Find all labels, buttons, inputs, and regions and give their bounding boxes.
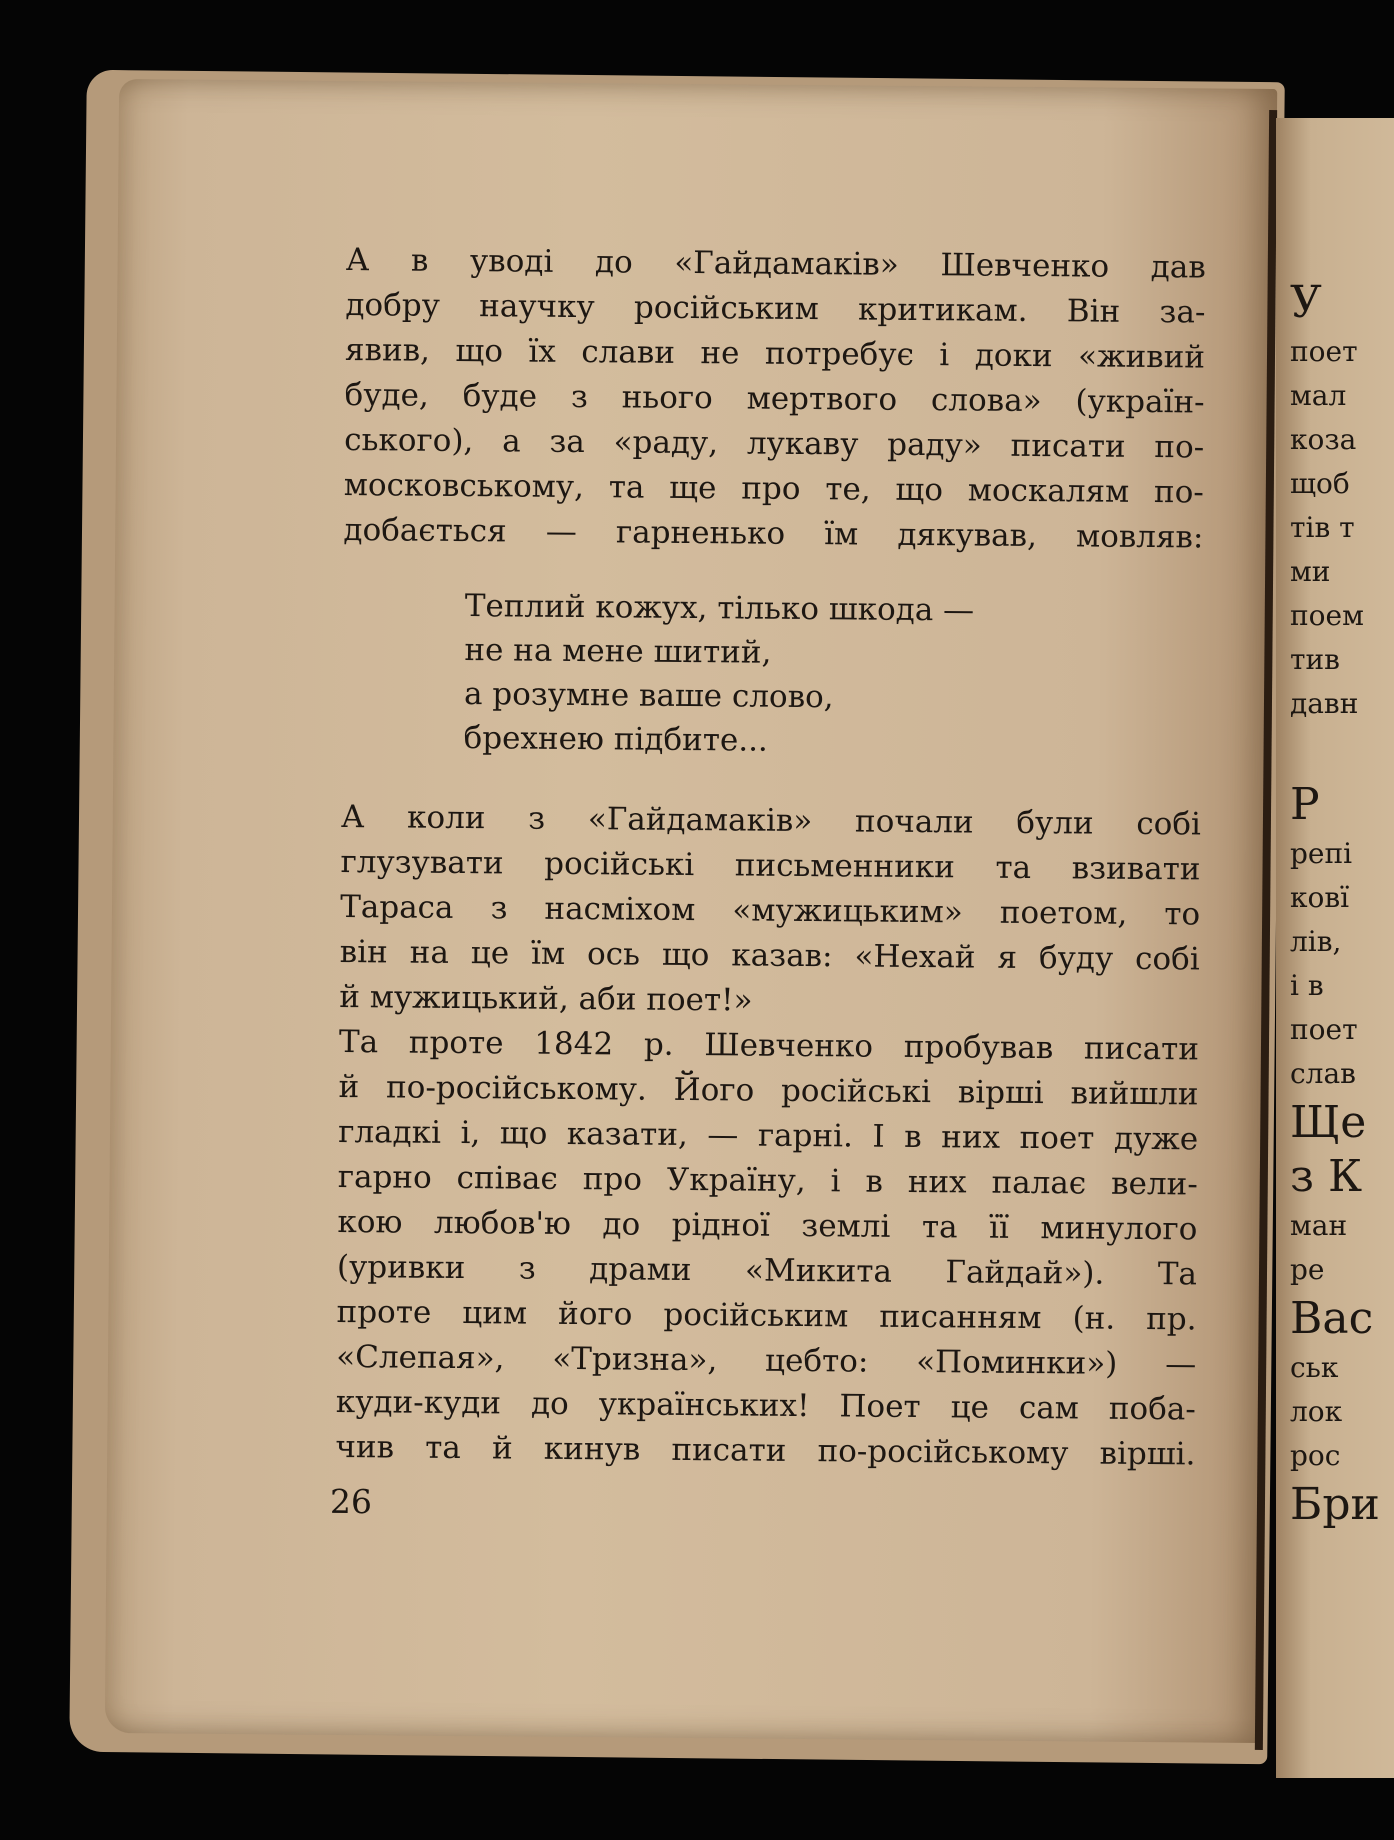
right-text-line: ськ (1290, 1351, 1339, 1384)
text-line: Та проте 1842 р. Шевченко пробував писати (338, 1023, 1200, 1068)
right-text-line: поет (1290, 1013, 1358, 1046)
right-text-line: слав (1290, 1057, 1356, 1090)
right-text-line: ковї (1290, 881, 1350, 914)
right-text-line: і в (1290, 969, 1324, 1002)
text-line: добру научку російським критикам. Він за- (345, 286, 1206, 331)
text-line: ського), а за «раду, лукаву раду» писати по- (344, 421, 1205, 466)
paragraph-3 (335, 1020, 1199, 1477)
right-text-line: лок (1290, 1395, 1343, 1428)
right-text-line: тив (1290, 643, 1340, 676)
text-line: А в уводі до «Гайдамаків» Шевченко дав (345, 241, 1206, 286)
right-text-line: Бри (1290, 1479, 1380, 1530)
text-line: «Слепая», «Тризна», цебто: «Поминки») — (336, 1338, 1197, 1383)
text-line: (уривки з драми «Микита Гайдай»). Та (336, 1248, 1198, 1293)
poem-line: а розумне ваше слово, (463, 676, 834, 716)
text-line: кою любов'ю до рідної землі та її минулого (337, 1203, 1198, 1248)
right-text-line: тів т (1290, 511, 1355, 544)
right-text-line: з К (1290, 1151, 1363, 1202)
poem-line: Теплий кожух, тілько шкода — (464, 588, 975, 629)
text-line: куди-куди до українських! Поет це сам поба- (335, 1383, 1196, 1428)
right-text-line: лів, (1290, 925, 1342, 958)
paragraph-2 (339, 795, 1201, 1027)
text-line-last: й мужицький, аби поет!» (339, 978, 753, 1019)
section-gap (1290, 726, 1394, 778)
right-text-line: ман (1290, 1209, 1348, 1242)
right-page-text (1290, 276, 1394, 1532)
right-text-line: ми (1290, 555, 1331, 588)
right-text-line: поет (1290, 335, 1358, 368)
right-text-line: мал (1290, 379, 1347, 412)
text-line: буде, буде з нього мертвого слова» (україн- (344, 376, 1205, 421)
right-text-line: Ще (1290, 1097, 1367, 1148)
text-line: він на це їм ось що казав: «Нехай я буду собі (339, 933, 1200, 978)
right-text-line: ре (1290, 1253, 1325, 1286)
left-page-text (335, 238, 1206, 1477)
right-text-line: давн (1290, 687, 1359, 720)
text-line: й по-російському. Його російські вірші вийшли (338, 1068, 1199, 1113)
text-line: добається — гарненько їм дякував, мовляв: (343, 511, 1204, 556)
right-text-line: Вас (1290, 1293, 1374, 1344)
text-line: глузувати російські письменники та взивати (340, 843, 1201, 888)
paragraph-1 (343, 238, 1206, 560)
text-line: проте цим його російським писанням (н. пр. (336, 1293, 1197, 1338)
text-line: гарно співає про Україну, і в них палає вели- (337, 1158, 1198, 1203)
right-text-line: поем (1290, 599, 1364, 632)
text-line: Тараса з насміхом «мужицьким» поетом, то (340, 888, 1201, 933)
right-text-line: рос (1290, 1439, 1341, 1472)
text-line: А коли з «Гайдамаків» почали були собі (340, 798, 1202, 843)
poem-line: брехнею підбите... (463, 720, 769, 759)
page-number: 26 (329, 1481, 373, 1522)
right-text-line: репі (1290, 837, 1353, 870)
right-text-line: Р (1290, 779, 1320, 830)
right-text-line: коза (1290, 423, 1357, 456)
text-line: московському, та ще про те, що москалям по- (343, 466, 1204, 511)
poem-line: не на мене шитий, (464, 632, 772, 671)
text-line: чив та й кинув писати по-російському вірші. (335, 1428, 1196, 1473)
right-text-line: щоб (1290, 467, 1350, 500)
poem-quote (463, 584, 1203, 766)
text-line: гладкі і, що казати, — гарні. І в них поет дуже (338, 1113, 1199, 1158)
text-line: явив, що їх слави не потребує і доки «живий (344, 331, 1206, 376)
right-text-line: У (1290, 277, 1322, 328)
